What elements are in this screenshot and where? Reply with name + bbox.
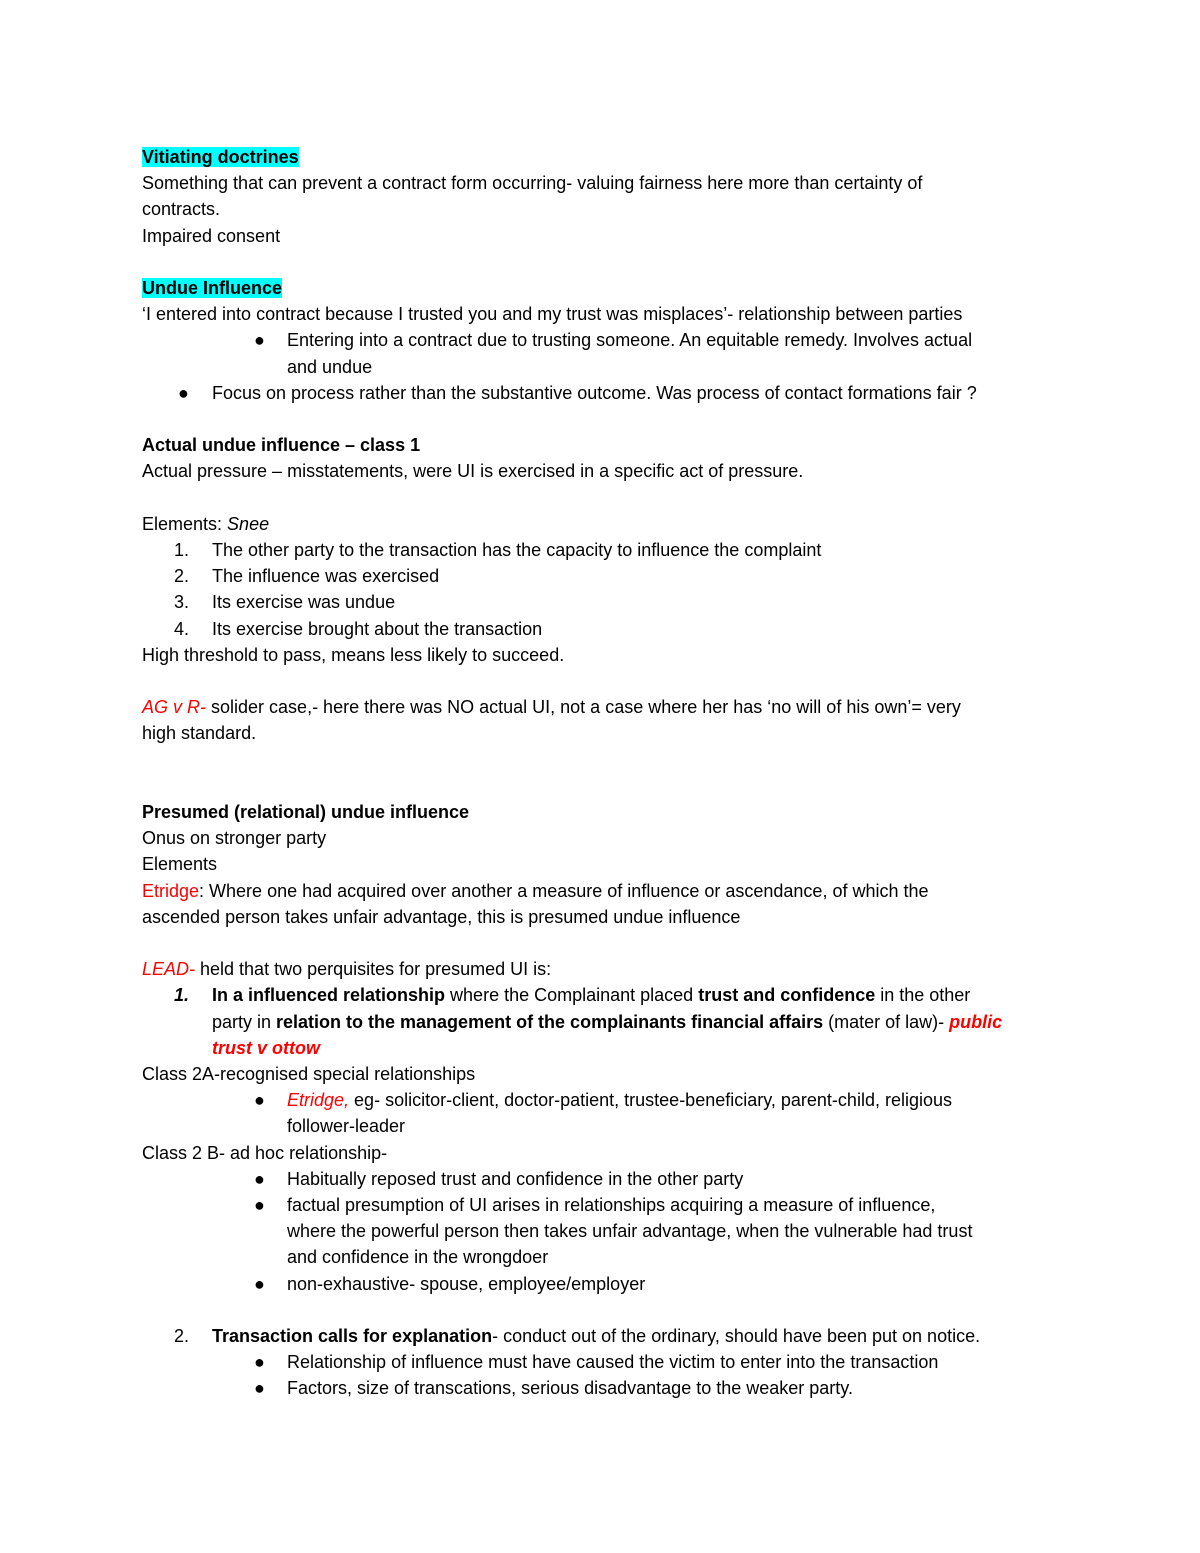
text-line: high standard. (142, 723, 257, 744)
bullet-icon: ● (254, 1352, 265, 1373)
list-item: 2. The influence was exercised (174, 566, 440, 587)
case-name: trust v ottow (212, 1037, 320, 1058)
list-item: 3. Its exercise was undue (174, 592, 396, 613)
list-item: ● Factors, size of transcations, serious disadvantage to the weaker party. (142, 1375, 1062, 1401)
list-item: 1. The other party to the transaction has the capacity to influence the complaint (174, 540, 822, 560)
case-line: Etridge: Where one had acquired over another a measure of influence or ascendance, of which the (142, 880, 929, 901)
case-line: LEAD- held that two perquisites for presumed UI is: (142, 959, 552, 980)
list-item: ● non-exhaustive- spouse, employee/employer (142, 1271, 1062, 1297)
bullet-icon: ● (254, 330, 265, 351)
case-name: Etridge, (287, 1090, 350, 1111)
bullet-icon: ● (254, 1090, 265, 1111)
text-line: Class 2 B- ad hoc relationship- (142, 1142, 388, 1163)
document-body (142, 144, 1062, 1402)
bullet-icon: ● (254, 1273, 265, 1294)
bullet-icon: ● (178, 382, 189, 403)
case-line: AG v R- solider case,- here there was NO actual UI, not a case where her has ‘no will of his own’= very (142, 697, 961, 718)
text-line: contracts. (142, 199, 221, 220)
list-item: ● Etridge, eg- solicitor-client, doctor-patient, trustee-beneficiary, parent-child, religious follower-leader (142, 1087, 1062, 1139)
list-item: ● Habitually reposed trust and confidence in the other party (142, 1166, 1062, 1192)
case-name: LEAD- (142, 959, 196, 980)
list-item: ● Relationship of influence must have caused the victim to enter into the transaction (142, 1349, 1062, 1375)
bullet-icon: ● (254, 1195, 265, 1216)
text-line: ascended person takes unfair advantage, this is presumed undue influence (142, 906, 741, 927)
case-name: Etridge (142, 880, 200, 901)
elements-line: Elements: Snee (142, 513, 270, 534)
list-item: ● factual presumption of UI arises in relationships acquiring a measure of influence, where the powerful person then takes unfair advantage, when the vulnerable had trust and confidence in the wrongdoer (142, 1192, 1062, 1271)
list-item: 2. Transaction calls for explanation- conduct out of the ordinary, should have been put on notice. (174, 1326, 981, 1347)
text-line: Impaired consent (142, 225, 281, 246)
heading-vitiating-doctrines: Vitiating doctrines (142, 147, 299, 167)
case-name: Snee (227, 513, 270, 534)
text-line: Elements (142, 854, 218, 875)
text-line: Something that can prevent a contract form occurring- valuing fairness here more than certainty of (142, 173, 923, 194)
case-name: AG v R- (142, 697, 207, 718)
text-line: Actual pressure – misstatements, were UI is exercised in a specific act of pressure. (142, 461, 804, 482)
bullet-icon: ● (254, 1378, 265, 1399)
text-line: Onus on stronger party (142, 828, 327, 849)
text-line: Class 2A-recognised special relationships (142, 1064, 476, 1085)
case-name: public (949, 1011, 1003, 1032)
list-item: 4. Its exercise brought about the transaction (174, 618, 543, 639)
heading-actual-undue-influence: Actual undue influence – class 1 (142, 435, 421, 456)
list-item: ● Focus on process rather than the substantive outcome. Was process of contact formations fair ? (142, 380, 1062, 406)
heading-presumed-undue-influence: Presumed (relational) undue influence (142, 802, 470, 822)
list-item: 1. In a influenced relationship where the Complainant placed trust and confidence in the other party in relation to the management of the complainants financial affairs (mater of law)- public trust v ottow (174, 985, 1003, 1058)
heading-undue-influence: Undue Influence (142, 278, 283, 298)
list-item: ● Entering into a contract due to trusting someone. An equitable remedy. Involves actual and undue (142, 327, 1062, 379)
bullet-icon: ● (254, 1168, 265, 1189)
text-line: ‘I entered into contract because I trusted you and my trust was misplaces’- relationship between parties (142, 304, 963, 325)
text-line: High threshold to pass, means less likely to succeed. (142, 644, 565, 665)
